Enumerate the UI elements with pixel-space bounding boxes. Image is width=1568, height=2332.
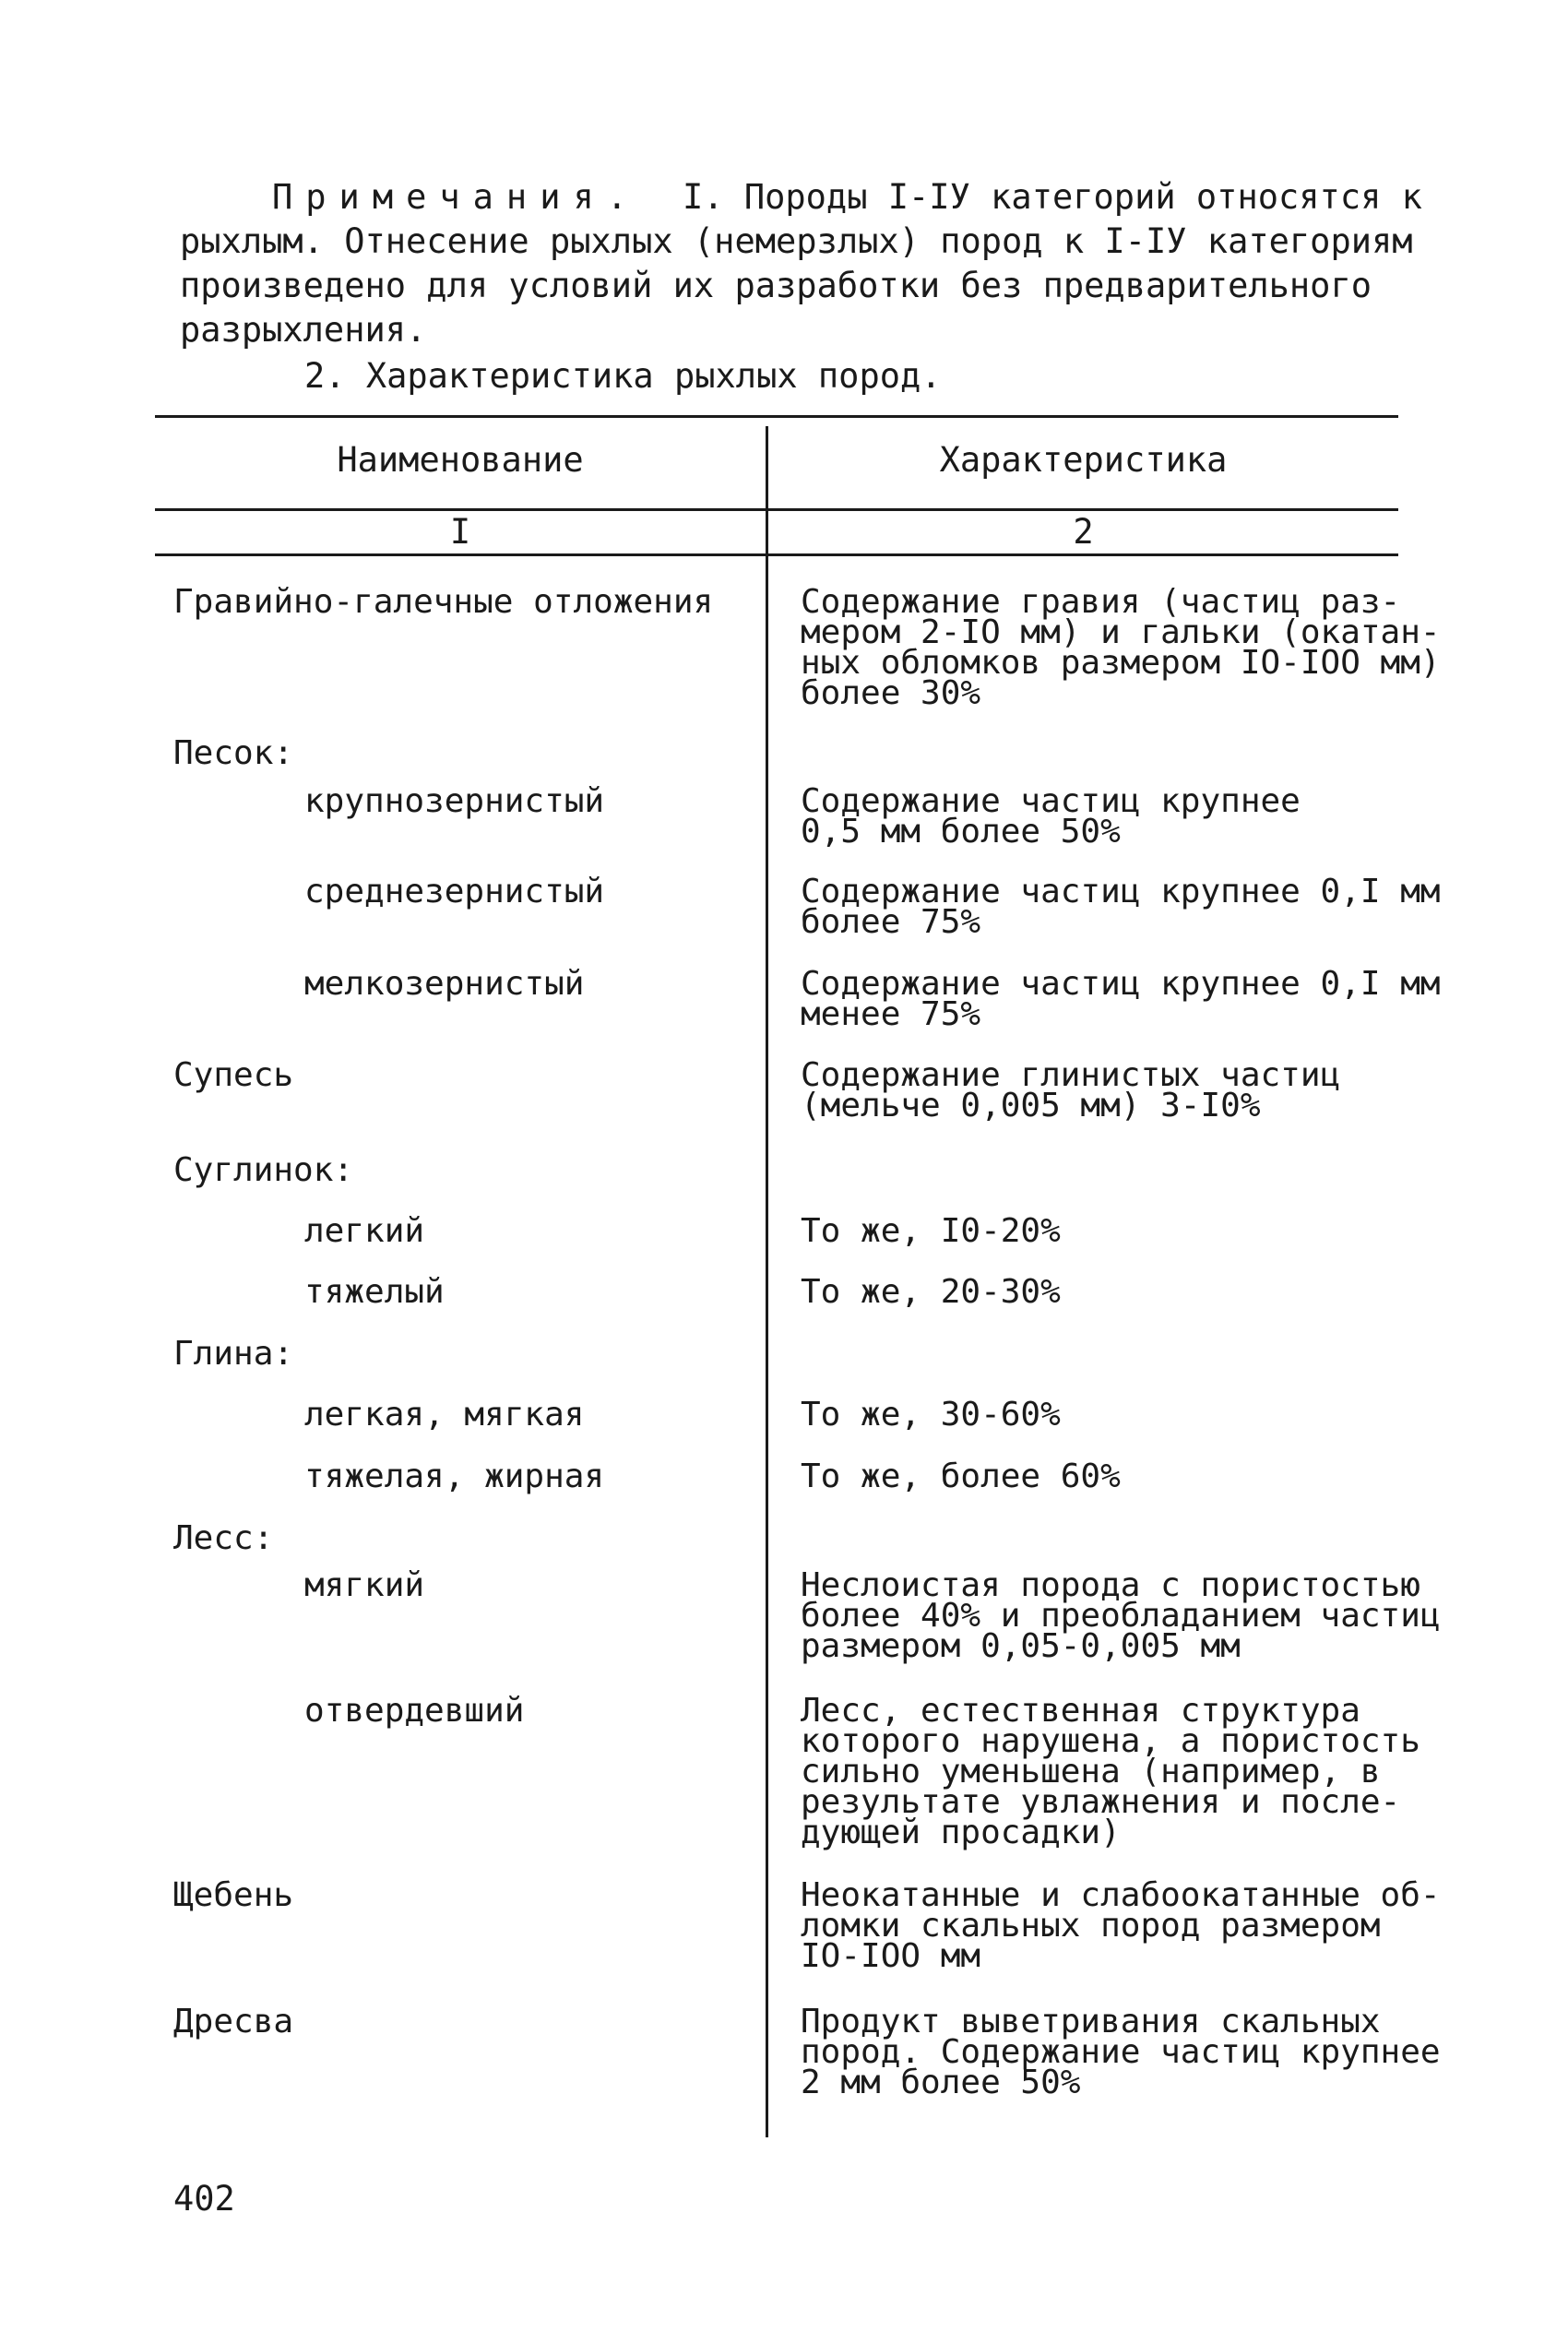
- row-name: Дресва: [173, 2003, 294, 2040]
- row-characteristic: То же, более 60%: [801, 1458, 1121, 1495]
- row-characteristic: То же, I0-20%: [801, 1212, 1061, 1250]
- row-name: Глина:: [173, 1335, 294, 1373]
- notes-line-5: 2. Характеристика рыхлых пород.: [304, 356, 942, 396]
- header-characteristic: Характеристика: [939, 440, 1228, 480]
- row-name: тяжелая, жирная: [304, 1458, 605, 1495]
- row-name: легкая, мягкая: [304, 1396, 585, 1434]
- table-top-rule: [155, 415, 1398, 418]
- row-characteristic: Продукт выветривания скальных пород. Содержание частиц крупнее 2 мм более 50%: [801, 2003, 1441, 2101]
- column-number-1: I: [449, 512, 471, 552]
- row-name: Гравийно-галечные отложения: [173, 583, 714, 621]
- column-number-2: 2: [1073, 512, 1094, 552]
- row-name: отвердевший: [304, 1692, 525, 1730]
- row-characteristic: Содержание гравия (частиц раз- мером 2-IO мм) и гальки (окатан- ных обломков размером IO-IOO мм) более 30%: [801, 583, 1441, 712]
- page-number: 402: [173, 2179, 235, 2219]
- row-name: Песок:: [173, 734, 294, 772]
- notes-heading: Примечания.: [272, 177, 641, 217]
- row-characteristic: Неокатанные и слабоокатанные об- ломки скальных пород размером IO-IOO мм: [801, 1876, 1441, 1975]
- row-characteristic: Содержание частиц крупнее 0,I мм более 75%: [801, 873, 1441, 941]
- row-name: мелкозернистый: [304, 965, 585, 1003]
- row-characteristic: Неслоистая порода с пористостью более 40% и преобладанием частиц размером 0,05-0,005 мм: [801, 1566, 1441, 1665]
- row-name: крупнозернистый: [304, 782, 605, 820]
- row-characteristic: Лесс, естественная структура которого нарушена, а пористость сильно уменьшена (например, в результате увлажнения и после- дующей просадки): [801, 1692, 1420, 1851]
- column-divider: [766, 426, 768, 2137]
- notes-line-4: разрыхления.: [180, 310, 427, 350]
- row-name: мягкий: [304, 1566, 425, 1604]
- row-name: легкий: [304, 1212, 425, 1250]
- row-name: Супесь: [173, 1056, 294, 1094]
- header-name: Наименование: [337, 440, 584, 480]
- notes-line-2: рыхлым. Отнесение рыхлых (немерзлых) пород к I-IУ категориям: [180, 221, 1413, 261]
- row-characteristic: То же, 30-60%: [801, 1396, 1061, 1434]
- notes-line-1: I. Породы I-IУ категорий относятся к: [683, 177, 1422, 217]
- row-characteristic: Содержание глинистых частиц (мельче 0,005 мм) 3-I0%: [801, 1056, 1341, 1124]
- notes-line-3: произведено для условий их разработки без предварительного: [180, 266, 1372, 305]
- row-name: Лесс:: [173, 1519, 274, 1557]
- row-name: тяжелый: [304, 1273, 445, 1311]
- row-characteristic: Содержание частиц крупнее 0,I мм менее 75%: [801, 965, 1441, 1033]
- row-characteristic: Содержание частиц крупнее 0,5 мм более 50%: [801, 782, 1301, 851]
- row-name: среднезернистый: [304, 873, 605, 910]
- row-name: Щебень: [173, 1876, 294, 1914]
- row-characteristic: То же, 20-30%: [801, 1273, 1061, 1311]
- row-name: Суглинок:: [173, 1151, 354, 1189]
